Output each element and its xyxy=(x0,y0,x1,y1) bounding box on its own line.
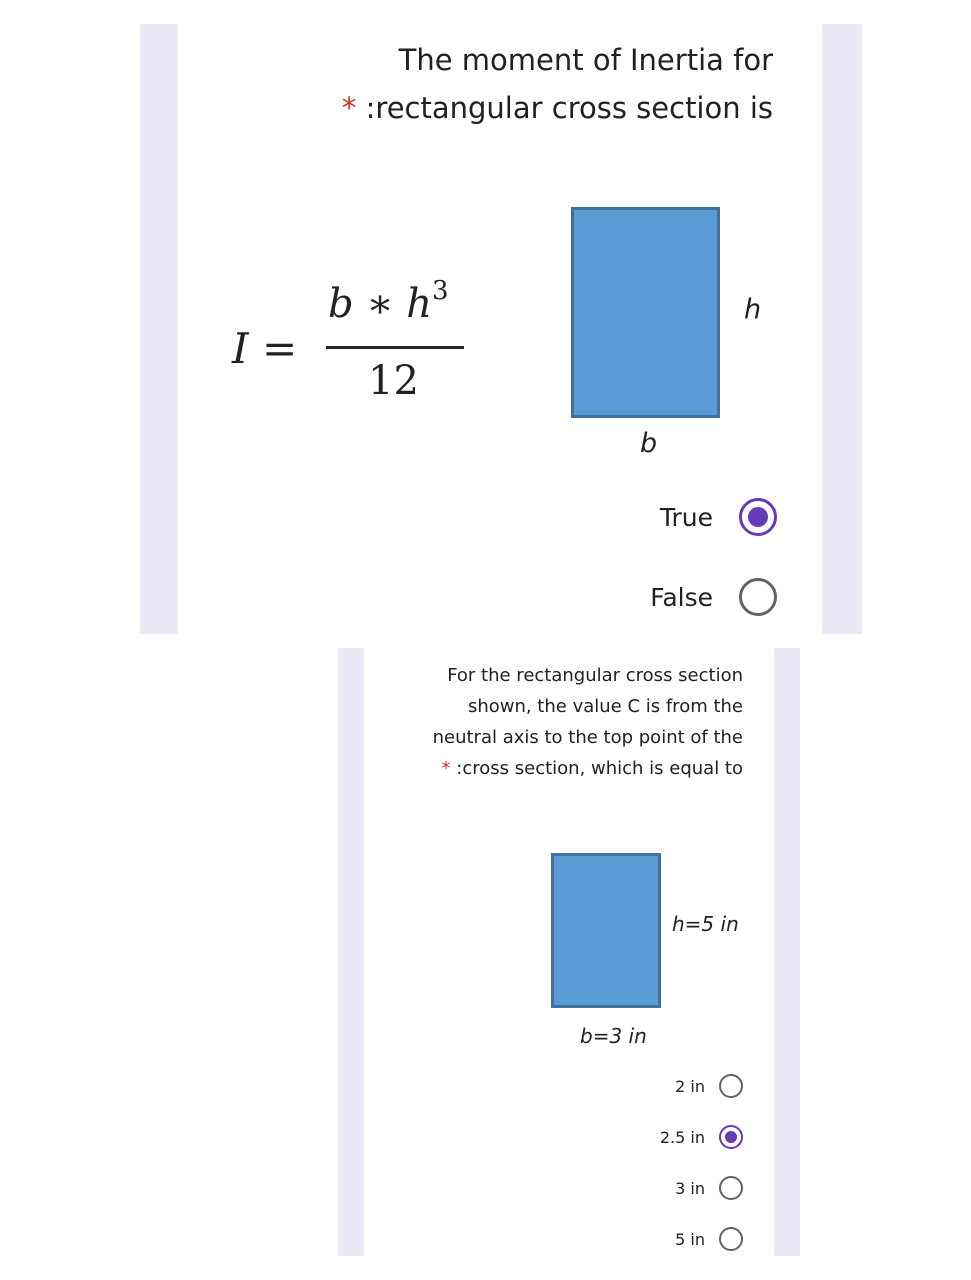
option-3in[interactable] xyxy=(675,1175,743,1201)
option-2in[interactable] xyxy=(675,1073,743,1099)
option-false-label: False xyxy=(650,582,713,612)
formula-numerator-base: b ∗ h xyxy=(328,281,432,327)
radio-3in[interactable] xyxy=(719,1176,743,1200)
formula-exponent: 3 xyxy=(431,276,449,306)
question1-title xyxy=(342,36,773,132)
radio-true[interactable] xyxy=(739,498,777,536)
rectangle-cross-section-2 xyxy=(551,853,661,1008)
question2-title-line4 xyxy=(433,753,743,784)
question2-title-line1: For the rectangular cross section xyxy=(447,665,743,686)
formula-numerator xyxy=(328,276,449,327)
question2-title-line2: shown, the value C is from the xyxy=(467,696,743,717)
option-3in-label: 3 in xyxy=(675,1178,705,1198)
left-panel-strip-top xyxy=(140,24,178,634)
fraction-bar xyxy=(326,346,464,349)
option-5in[interactable] xyxy=(675,1226,743,1252)
required-marker-2: * xyxy=(441,758,451,779)
radio-5in[interactable] xyxy=(719,1227,743,1251)
base-label-2: b=3 in xyxy=(580,1024,647,1048)
question2-title xyxy=(433,660,743,784)
option-true-label: True xyxy=(659,502,713,532)
radio-2in[interactable] xyxy=(719,1074,743,1098)
radio-2-5in[interactable] xyxy=(719,1125,743,1149)
inertia-formula xyxy=(232,276,472,416)
option-2in-label: 2 in xyxy=(675,1076,705,1096)
option-true[interactable] xyxy=(660,496,777,538)
question1-title-line1: The moment of Inertia for xyxy=(398,43,773,77)
left-panel-strip-bottom xyxy=(338,648,364,1256)
question2-title-line3: neutral axis to the top point of the xyxy=(432,727,743,748)
required-marker: * xyxy=(341,91,357,125)
right-panel-strip-top xyxy=(822,24,862,634)
base-label-1: b xyxy=(640,428,658,459)
formula-denominator: 12 xyxy=(368,358,419,404)
question1-title-line2 xyxy=(342,84,773,132)
option-2-5in[interactable] xyxy=(660,1124,743,1150)
height-label-1: h xyxy=(744,294,762,325)
rectangle-cross-section-1 xyxy=(571,207,720,418)
question2-title-line4-text: :cross section, which is equal to xyxy=(456,758,743,779)
option-false[interactable] xyxy=(650,576,777,618)
option-2-5in-label: 2.5 in xyxy=(659,1127,705,1147)
question1-title-line2-text: :rectangular cross section is xyxy=(365,91,773,125)
height-label-2: h=5 in xyxy=(672,912,739,936)
formula-lhs: I = xyxy=(232,324,298,373)
option-5in-label: 5 in xyxy=(675,1229,705,1249)
right-panel-strip-bottom xyxy=(774,648,800,1256)
radio-false[interactable] xyxy=(739,578,777,616)
